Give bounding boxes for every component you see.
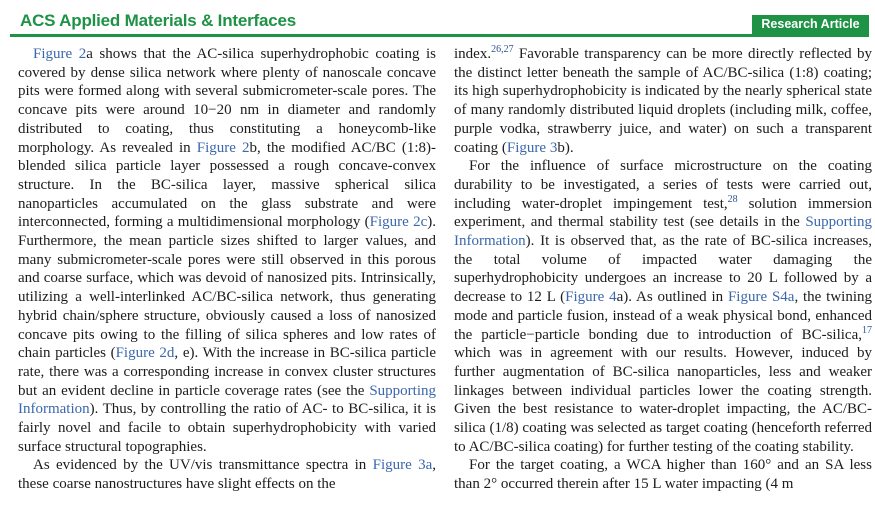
text-run: Favorable transparency can be more directly reflected by the distinct letter beneath the sample of AC/BC-silica (1:8) coating; its high superhydrophobicity is indicated by the nearly spherical state of many randomly distributed liquid droplets (including milk, coffee, purple vodka, strawberry juice, and water) on such a transparent coating ( — [454, 46, 872, 156]
research-article-badge: Research Article — [752, 15, 869, 34]
paragraph — [454, 45, 872, 157]
supporting-info-link[interactable]: Supporting Information — [454, 214, 872, 250]
figure-ref-link[interactable]: Figure 3 — [506, 139, 558, 156]
text-run: solution immersion experiment, and thermal stability test (see details in the — [454, 195, 872, 231]
text-run: which was in agreement with our results. However, induced by further augmentation of BC-silica nanoparticles, less and weaker linkages between individual particles lower the coating strength. Given the best resistance to water-droplet impacting, the AC/BC-silica (1/8) coating was selected as target coating (henceforth referred to AC/BC-silica coating) for further testing of the coating stability. — [454, 345, 872, 455]
text-run: As evidenced by the UV/vis transmittance spectra in — [33, 457, 373, 474]
citation-ref-link[interactable]: 28 — [727, 193, 738, 205]
left-column — [18, 45, 436, 515]
text-run: , the twining mode and particle fusion, instead of a weak physical bond, enhanced the particle−particle bonding due to introduction of BC-silica, — [454, 289, 872, 343]
text-run: , e). With the increase in BC-silica particle rate, there was a corresponding increase in convex cluster structures but an evident decline in particle coverage rates (see the — [18, 345, 436, 399]
figure-ref-link[interactable]: Figure 2c — [369, 214, 428, 231]
journal-title: ACS Applied Materials & Interfaces — [20, 11, 296, 30]
text-run: b, the modified AC/BC (1:8)-blended silica particle layer possessed a rough concave-convex structure. In the BC-silica layer, massive spherical silica nanoparticles accumulated on the glass substrate and were interconnected, forming a multidimensional morphology ( — [18, 139, 436, 231]
text-run: ). Furthermore, the mean particle sizes shifted to larger values, and many submicrometer-scale pores were still observed in this porous and coarse surface, which was devoid of nanosized pits. Intrinsically, utilizing a well-interlinked AC/BC-silica network, thus generating hybrid chain/sphere structure, obviously caused a loss of nanosized concave pits owing to the filling of silica spheres and low rates of chain particles ( — [18, 214, 436, 362]
text-run: ). Thus, by controlling the ratio of AC- to BC-silica, it is fairly novel and facile to obtain superhydrophobicity with varied surface structural topographies. — [18, 401, 436, 455]
citation-ref-link[interactable]: 26,27 — [491, 45, 514, 55]
text-run: index. — [454, 46, 492, 62]
figure-ref-link[interactable]: Figure 2 — [196, 139, 250, 156]
paragraph — [18, 456, 436, 493]
paragraph — [18, 45, 436, 456]
text-run: For the influence of surface microstructure on the coating durability to be investigated, a series of tests were carried out, including water-droplet impingement test, — [454, 158, 872, 212]
figure-ref-link[interactable]: Figure 2d — [115, 345, 175, 362]
right-column — [454, 45, 872, 515]
text-run: For the target coating, a WCA higher than 160° and an SA less than 2° occurred therein after 15 L water impacting (4 m — [454, 457, 872, 493]
figure-ref-link[interactable]: Figure 3a — [372, 457, 433, 474]
figure-ref-link[interactable]: Figure 2 — [33, 46, 87, 62]
figure-ref-link[interactable]: Figure S4a — [727, 289, 795, 306]
paragraph — [454, 456, 872, 493]
text-run: a). As outlined in — [616, 289, 728, 306]
text-run: b). — [557, 139, 574, 156]
citation-ref-link[interactable]: 17 — [862, 324, 872, 336]
text-run: a shows that the AC-silica superhydrophobic coating is covered by dense silica network where plenty of nanoscale concave pits were formed along with several submicrometer-scale pores. The concave pits were around 10−20 nm in diameter and randomly distributed to coating, thus constituting a honeycomb-like morphology. As revealed in — [18, 46, 436, 156]
paragraph — [454, 157, 872, 456]
header-rule — [10, 34, 869, 37]
figure-ref-link[interactable]: Figure 4 — [565, 289, 617, 306]
text-run: ). It is observed that, as the rate of BC-silica increases, the total volume of impacted water damaging the superhydrophobicity undergoes an increase to 20 L followed by a decrease to 12 L ( — [454, 233, 872, 306]
text-run: , these coarse nanostructures have slight effects on the — [18, 457, 436, 493]
article-body — [18, 45, 872, 515]
supporting-info-link[interactable]: Supporting Information — [18, 382, 436, 418]
